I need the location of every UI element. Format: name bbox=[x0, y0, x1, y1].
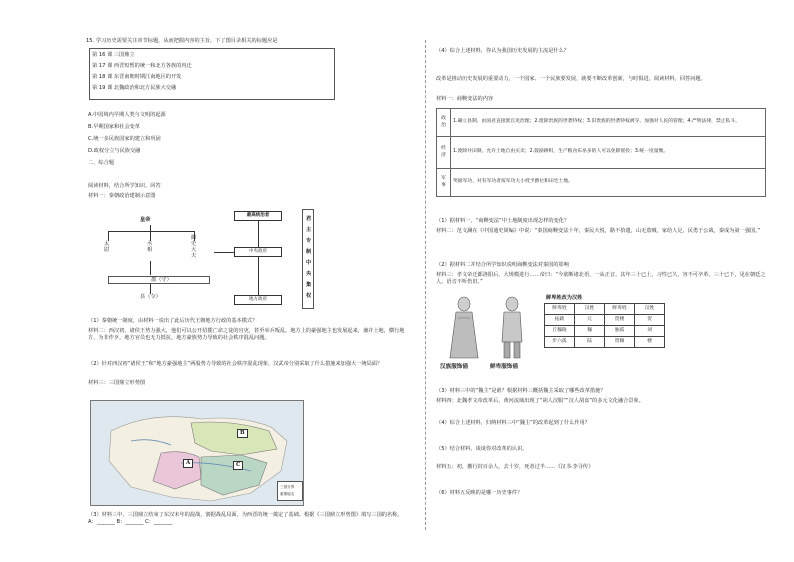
local-government-box: 地方政府 bbox=[234, 295, 282, 305]
toc-item: 第 18 课 东晋南朝时期江南地区的开发 bbox=[92, 74, 182, 80]
emperor-label: 皇帝 bbox=[140, 217, 151, 223]
material-3-label: 材料三：三国鼎立形势图 bbox=[88, 380, 146, 386]
option-c: C.统一多民族国家的建立和巩固 bbox=[88, 136, 161, 142]
minister-chengxiang: 丞 相 bbox=[147, 241, 153, 253]
material-5: 材料五：初，撤行封百余人，去十岁，死者过半……《汉书·李寻传》 bbox=[436, 464, 594, 470]
xian-label: 县（令） bbox=[140, 294, 161, 300]
material-1-label: 材料一：商鞅变法的内容 bbox=[436, 96, 494, 102]
map-graphic bbox=[91, 401, 304, 506]
central-government-box: 中央政府 bbox=[234, 247, 282, 257]
question-2: （2）据材料二并结合所学知识说明商鞅变法对秦国的影响 bbox=[436, 262, 569, 268]
question-4: （4）综合上述材料，你认为我国历史发展的主流是什么？ bbox=[436, 48, 569, 54]
han-figurine-caption: 汉族服饰俑 bbox=[440, 364, 468, 370]
han-figurine-icon bbox=[444, 296, 484, 362]
supreme-ruler-box: 最高统治者 bbox=[234, 211, 282, 221]
reform-intro: 改革是推动历史发展的重要动力，一个国家、一个民族要发展，就要不断改革创新，与时俱进。阅读材料，回答问题。 bbox=[436, 76, 706, 82]
surname-table-wrapper bbox=[544, 294, 698, 348]
material-2: 材料二：西汉初，诸侯王势力强大，他们可以公开招揽亡命之徒的官吏，甚至举兵叛乱。地方上的豪强地主也发展起来，兼并土地，横行地方，为非作歹。地方官员也无力抵抗。地方豪族势力导致的社会秩序混乱问题。 bbox=[88, 328, 405, 341]
map-label-b: B bbox=[237, 429, 248, 438]
instruction-text: 阅读材料，结合所学知识，回答 bbox=[88, 183, 161, 189]
option-b: B.早期国家和社会变革 bbox=[88, 124, 140, 130]
map-legend: 三国分界 重要地名 bbox=[277, 481, 303, 501]
material-3: 材料三：孝文帝迁都洛阳后，大规模进行……帝曰：“今欲断诸北语，一从正音。其年三十已上，习性已久，容不可卒革。三十已下，见在朝廷之人，语音不听仍旧。” bbox=[436, 272, 766, 285]
jun-box: 郡（守） bbox=[108, 276, 210, 284]
minister-yushidafu: 御 史 大 夫 bbox=[191, 235, 197, 259]
xianbei-figurine-caption: 鲜卑服饰俑 bbox=[490, 364, 518, 370]
question-1: （1）秦朝统一制度，由材料一说出了此后历代王朝地方行政的基本模式？ bbox=[88, 318, 258, 324]
xianbei-figure bbox=[436, 292, 766, 378]
three-kingdoms-map bbox=[90, 400, 304, 506]
map-label-c: C bbox=[233, 461, 243, 470]
surname-table bbox=[544, 303, 665, 348]
page-fold-line bbox=[425, 40, 427, 530]
material-2: 材料二：范文澜在《中国通史简编》中说：“秦国商鞅变法十年，秦民大悦，路不拾遗，山无盗贼，家给人足，民勇于公战，秦成为第一强国。” bbox=[436, 228, 761, 234]
table-row: 拓跋 元 贺楼 贺 bbox=[545, 315, 665, 326]
table-of-contents-box bbox=[89, 48, 335, 100]
minister-taiwei: 太 尉 bbox=[104, 241, 110, 253]
table-row: 丘穆陵 穆 独孤 刘 bbox=[545, 326, 665, 337]
table-row: 经 济 1.废除井田制，允许土地自由买卖；2.鼓励耕织，生产粮食布帛多的人可以免除徭役；3.统一度量衡。 bbox=[437, 137, 766, 169]
material-1-label: 材料一：秦朝政治建制示意图 bbox=[88, 193, 156, 199]
table-row: 军 事 奖励军功，对有军功者按军功大小授予爵位和田宅土地。 bbox=[437, 169, 766, 197]
map-label-a: A bbox=[183, 459, 193, 468]
question-3: （3）材料三中，三国鼎立结束了东汉末年的混战，割据战乱局面，为西晋的统一奠定了基础。根据《三国鼎立形势图》填写三国的名称。A：_______ B：_______ C：_______ bbox=[88, 512, 403, 525]
question-6: （6）材料五反映的是哪一历史事件？ bbox=[436, 490, 523, 496]
toc-item: 第 16 课 三国鼎立 bbox=[92, 52, 135, 58]
table-row: 步六孤 陆 贺赖 楼 bbox=[545, 337, 665, 348]
shang-yang-reform-table bbox=[436, 108, 766, 197]
table-row: 鲜卑姓 汉姓 鲜卑姓 汉姓 bbox=[545, 304, 665, 315]
question-3: （3）材料三中的“魏主”是谁？根据材料三概括魏主采取了哪些改革措施？ bbox=[436, 388, 606, 394]
question-4b: （4）综合上述材料，归纳材料三中“魏主”的改革起到了什么作用？ bbox=[436, 420, 590, 426]
autocracy-label-box: 君 主 专 制 中 央 集 权 bbox=[302, 209, 314, 309]
question-1: （1）据材料一，“商鞅变法”中土地制度出现怎样的变化？ bbox=[436, 218, 570, 224]
question-5: （5）结合材料，谈谈你对改革的认识。 bbox=[436, 446, 528, 452]
section-heading: 二、综合题 bbox=[88, 160, 114, 166]
option-a: A.中国境内早期人类与文明的起源 bbox=[88, 112, 166, 118]
surname-table-title: 鲜卑姓改为汉姓 bbox=[546, 295, 583, 301]
question-15: 15. 学习历史需要关注章节标题，从而把握内容的主旨。下了图目录相关的标题应是 bbox=[86, 38, 278, 44]
table-row: 政 治 1.确立县制，由国君直接派官吏治理；2.废除贵族的世袭特权；3.旧贵族的世袭特权被夺，加强对人民的管理；4.严明法律，禁止私斗。 bbox=[437, 109, 766, 137]
qin-government-diagram bbox=[86, 205, 408, 315]
toc-item: 第 17 课 西晋短暂的统一和北方各族的内迁 bbox=[92, 63, 192, 69]
toc-item: 第 19 课 北魏政治和北方民族大交融 bbox=[92, 85, 177, 91]
question-2: （2）针对西汉初“诸侯王”和“地方豪强地主”两股势力导致的社会秩序混乱现象，汉武帝分别采取了什么措施来加强大一统局面？ bbox=[88, 361, 383, 367]
xianbei-figurine-icon bbox=[492, 296, 532, 362]
material-4: 材料四：北魏孝文帝改革后，黄河流域出现了“胡人汉服”“汉人胡食”的多元文化融合景象。 bbox=[436, 398, 644, 404]
option-d: D.政权分立与民族交融 bbox=[88, 148, 141, 154]
